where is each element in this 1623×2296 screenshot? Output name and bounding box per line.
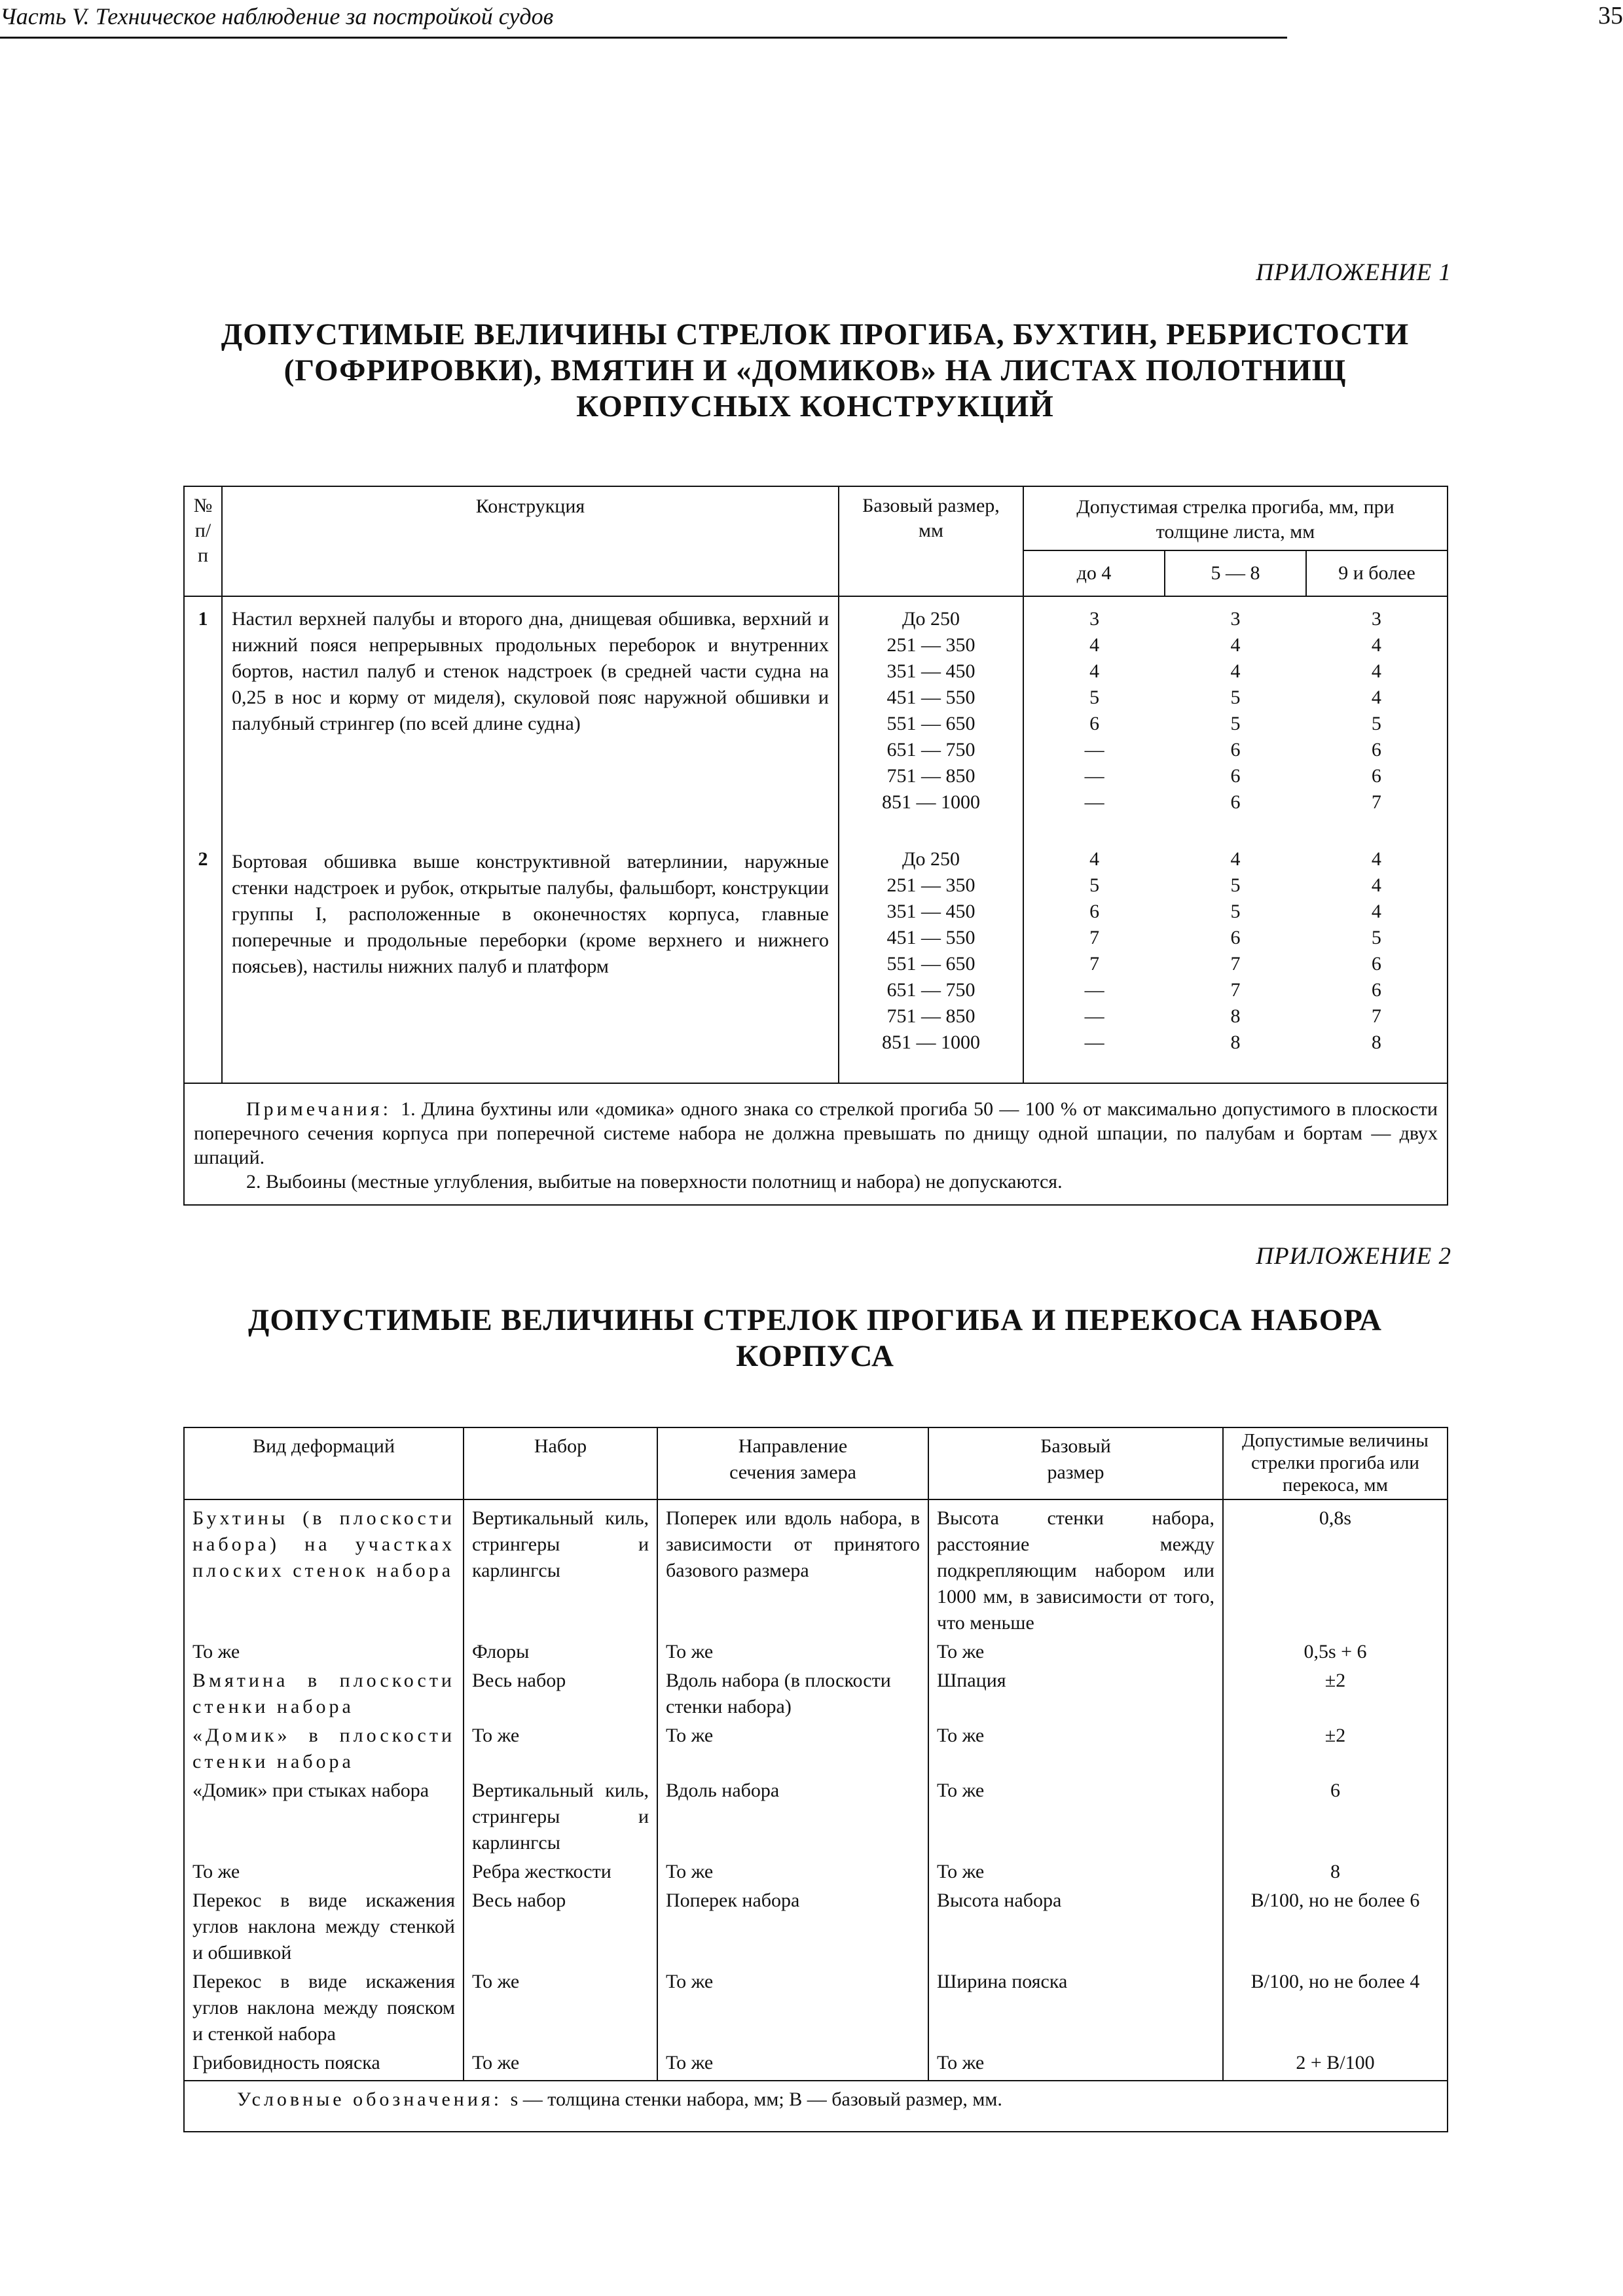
col-header-base: Базовый размер: [928, 1427, 1223, 1499]
col-header-no-text: № п/п: [193, 495, 213, 566]
deflection-value: 8: [1230, 1005, 1241, 1027]
deflection-value: 4: [1230, 660, 1241, 682]
frame-set: То же: [464, 2049, 657, 2081]
running-header: [0, 0, 1623, 39]
base-size: 851 — 1000: [882, 1031, 980, 1053]
appendix1-title-line: КОРПУСНЫХ КОНСТРУКЦИЙ: [576, 389, 1054, 423]
deflection-col-thick: [1306, 606, 1447, 816]
deflection-value: 7: [1089, 927, 1100, 948]
measure-direction: Вдоль набора: [657, 1776, 928, 1857]
deflection-value: 6: [1371, 765, 1381, 787]
deflection-value: 4: [1371, 874, 1381, 896]
legend-row: [184, 2081, 1448, 2132]
deflection-value: 8: [1230, 1031, 1241, 1053]
base-size: 551 — 650: [886, 713, 976, 734]
frame-set: То же: [464, 1967, 657, 2049]
deflection-values: [1023, 596, 1448, 846]
table-row: [184, 846, 1448, 1083]
kind-text: Бухтины (в плоскости набора) на участках плоских стенок набора: [192, 1507, 455, 1581]
deformation-kind: То же: [184, 1638, 464, 1666]
page-number: 35: [1598, 2, 1623, 29]
deflection-value: 4: [1089, 848, 1100, 870]
base-size: 251 — 350: [886, 634, 976, 656]
notes-cell: [184, 1083, 1448, 1205]
construction-text: Настил верхней палубы и второго дна, днищевая обшивка, верхний и нижний пояся непрерывных продольных переборок и внутренних бортов, настил палуб и стенок надстроек (в средней части судна на 0,25 в нос и корму от миделя), скуловой пояс наружной обшивки и палубный стрингер (по всей длине судна): [222, 596, 839, 846]
deflection-value: 4: [1230, 848, 1241, 870]
notes-row: [184, 1083, 1448, 1205]
note-1-text: 1. Длина бухтины или «домика» одного знака со стрелкой прогиба 50 — 100 % от максимально допустимого в плоскости поперечного сечения корпуса при поперечной системе набора не должна превышать по днищу одной шпации, по палубам и бортам — двух шпаций.: [194, 1098, 1438, 1168]
measure-direction: То же: [657, 1638, 928, 1666]
base-size: Шпация: [928, 1666, 1223, 1721]
table-row: [184, 1857, 1448, 1886]
table-row: [184, 1967, 1448, 2049]
base-size: То же: [928, 2049, 1223, 2081]
legend-label: Условные обозначения: [237, 2089, 494, 2110]
table-row: [184, 1666, 1448, 1721]
deflection-value: —: [1084, 739, 1104, 761]
deformation-kind: То же: [184, 1857, 464, 1886]
measure-direction: То же: [657, 1967, 928, 2049]
kind-text: Вмятина в плоскости стенки набора: [192, 1670, 455, 1717]
deflection-value: 3: [1230, 608, 1241, 630]
row-number: 1: [184, 596, 222, 846]
deflection-value: 7: [1371, 1005, 1381, 1027]
table-row: [184, 1776, 1448, 1857]
deflection-value: 6: [1230, 739, 1241, 761]
deformation-kind: Перекос в виде искажения углов наклона между пояском и стенкой набора: [184, 1967, 464, 2049]
appendix2-title-line: КОРПУСА: [736, 1339, 894, 1373]
measure-direction: То же: [657, 1857, 928, 1886]
sub-col-header: 5 — 8: [1165, 550, 1306, 596]
base-size: 651 — 750: [886, 979, 976, 1001]
base-size: Ширина пояска: [928, 1967, 1223, 2049]
deflection-value: 6: [1089, 713, 1100, 734]
allowed-value: B/100, но не более 4: [1223, 1967, 1448, 2049]
deflection-value: 3: [1371, 608, 1381, 630]
measure-direction: Поперек набора: [657, 1886, 928, 1967]
deflection-values: [1023, 846, 1448, 1083]
sub-col-header: до 4: [1023, 550, 1165, 596]
deflection-value: 5: [1089, 874, 1100, 896]
deflection-value: 6: [1371, 979, 1381, 1001]
deflection-value: 4: [1371, 687, 1381, 708]
deflection-col-thick: [1306, 846, 1447, 1056]
table-row: [184, 1499, 1448, 1638]
deflection-col-mid: [1165, 606, 1305, 816]
deflection-value: 7: [1089, 953, 1100, 975]
deflection-value: 6: [1371, 739, 1381, 761]
kind-text: «Домик» в плоскости стенки набора: [192, 1725, 455, 1772]
deflection-value: 5: [1230, 901, 1241, 922]
deflection-value: 4: [1371, 848, 1381, 870]
col-header-construction: Конструкция: [222, 486, 839, 596]
deflection-value: 5: [1230, 874, 1241, 896]
base-size: 751 — 850: [886, 765, 976, 787]
table-row: [184, 1721, 1448, 1776]
deflection-value: 5: [1371, 713, 1381, 734]
deformation-kind: Грибовидность пояска: [184, 2049, 464, 2081]
base-size: 451 — 550: [886, 687, 976, 708]
col-header-value: Допустимые величины стрелки прогиба или перекоса, мм: [1223, 1427, 1448, 1499]
measure-direction: То же: [657, 1721, 928, 1776]
base-size: То же: [928, 1776, 1223, 1857]
deflection-value: 6: [1230, 791, 1241, 813]
appendix1-title-line: ДОПУСТИМЫЕ ВЕЛИЧИНЫ СТРЕЛОК ПРОГИБА, БУХТИН, РЕБРИСТОСТИ: [221, 317, 1410, 351]
base-size-list: [839, 596, 1023, 846]
appendix2-table: [183, 1427, 1448, 2132]
col-header-allowed: Допустимая стрелка прогиба, мм, при толщине листа, мм: [1023, 486, 1448, 550]
deflection-col-thin: [1024, 846, 1165, 1056]
deflection-value: 5: [1230, 713, 1241, 734]
col-header-no: [184, 486, 222, 596]
allowed-value: ±2: [1223, 1666, 1448, 1721]
note-1: Примечания: 1. Длина бухтины или «домика» одного знака со стрелкой прогиба 50 — 100 % от максимально допустимого в плоскости поперечного сечения корпуса при поперечной системе набора не должна превышать по днищу одной шпации, по палубам и бортам — двух шпаций.: [194, 1098, 1438, 1168]
measure-direction: Поперек или вдоль набора, в зависимости от принятого базового размера: [657, 1499, 928, 1638]
base-size: До 250: [902, 848, 960, 870]
deflection-value: —: [1084, 791, 1104, 813]
base-size: 351 — 450: [886, 901, 976, 922]
deformation-kind: [184, 1666, 464, 1721]
deflection-value: 5: [1371, 927, 1381, 948]
deflection-col-mid: [1165, 846, 1305, 1056]
base-size: 451 — 550: [886, 927, 976, 948]
deflection-value: —: [1084, 1005, 1104, 1027]
frame-set: Флоры: [464, 1638, 657, 1666]
deflection-value: —: [1084, 1031, 1104, 1053]
allowed-value: 0,5s + 6: [1223, 1638, 1448, 1666]
deflection-value: 4: [1371, 660, 1381, 682]
deflection-value: 7: [1230, 979, 1241, 1001]
base-size: То же: [928, 1857, 1223, 1886]
deflection-value: 6: [1089, 901, 1100, 922]
deflection-value: 6: [1230, 927, 1241, 948]
base-size: 251 — 350: [886, 874, 976, 896]
appendix1-title-line: (ГОФРИРОВКИ), ВМЯТИН И «ДОМИКОВ» НА ЛИСТАХ ПОЛОТНИЩ: [283, 353, 1347, 387]
frame-set: Весь набор: [464, 1886, 657, 1967]
allowed-value: 2 + B/100: [1223, 2049, 1448, 2081]
base-size: 751 — 850: [886, 1005, 976, 1027]
allowed-value: 6: [1223, 1776, 1448, 1857]
appendix2-title-line: ДОПУСТИМЫЕ ВЕЛИЧИНЫ СТРЕЛОК ПРОГИБА И ПЕРЕКОСА НАБОРА: [248, 1303, 1382, 1337]
measure-direction: Вдоль набора (в плоскости стенки набора): [657, 1666, 928, 1721]
frame-set: Весь набор: [464, 1666, 657, 1721]
base-size: 351 — 450: [886, 660, 976, 682]
running-title: Часть V. Техническое наблюдение за постройкой судов: [0, 3, 554, 29]
deflection-value: 8: [1371, 1031, 1381, 1053]
frame-set: Вертикальный киль, стрингеры и карлингсы: [464, 1776, 657, 1857]
deformation-kind: Перекос в виде искажения углов наклона между стенкой и обшивкой: [184, 1886, 464, 1967]
deflection-value: 4: [1089, 660, 1100, 682]
base-size: 851 — 1000: [882, 791, 980, 813]
deflection-value: 5: [1089, 687, 1100, 708]
allowed-value: B/100, но не более 6: [1223, 1886, 1448, 1967]
base-size: Высота набора: [928, 1886, 1223, 1967]
table-row: [184, 1886, 1448, 1967]
legend-cell: Условные обозначения: s — толщина стенки набора, мм; B — базовый размер, мм.: [184, 2081, 1448, 2132]
deflection-value: 4: [1371, 901, 1381, 922]
allowed-value: ±2: [1223, 1721, 1448, 1776]
deflection-value: —: [1084, 765, 1104, 787]
frame-set: [464, 1499, 657, 1638]
base-size: Высота стенки набора, расстояние между подкрепляющим набором или 1000 мм, в зависимости от того, что меньше: [928, 1499, 1223, 1638]
row-number: 2: [184, 846, 222, 1083]
allowed-value: 8: [1223, 1857, 1448, 1886]
appendix1-table: [183, 486, 1448, 1206]
deformation-kind: «Домик» при стыках набора: [184, 1776, 464, 1857]
construction-text: Бортовая обшивка выше конструктивной ватерлинии, наружные стенки надстроек и рубок, открытые палубы, фальшборт, конструкции группы I, расположенные в оконечностях корпуса, главные поперечные и продольные переборки (кроме верхнего и нижнего поясьев), настилы нижних палуб и платформ: [222, 846, 839, 1083]
deflection-col-thin: [1024, 606, 1165, 816]
frame-set: То же: [464, 1721, 657, 1776]
deflection-value: 4: [1371, 634, 1381, 656]
col-header-set: Набор: [464, 1427, 657, 1499]
deflection-value: 6: [1230, 765, 1241, 787]
allowed-value: 0,8s: [1223, 1499, 1448, 1638]
col-header-kind: Вид деформаций: [184, 1427, 464, 1499]
notes-label: Примечания: [246, 1098, 383, 1120]
appendix1-label: ПРИЛОЖЕНИЕ 1: [1256, 259, 1451, 286]
appendix2-title: [172, 1302, 1459, 1374]
deflection-value: —: [1084, 979, 1104, 1001]
deformation-kind: [184, 1499, 464, 1638]
legend-text: s — толщина стенки набора, мм; B — базовый размер, мм.: [510, 2089, 1002, 2110]
table-row: [184, 1638, 1448, 1666]
deflection-value: 7: [1230, 953, 1241, 975]
table-row: [184, 596, 1448, 846]
base-size: 551 — 650: [886, 953, 976, 975]
col-header-base: Базовый размер, мм: [839, 486, 1023, 596]
deflection-value: 5: [1230, 687, 1241, 708]
deflection-columns: [1024, 606, 1447, 816]
set-text: Вертикальный киль, стрингеры и карлингсы: [472, 1507, 649, 1581]
sub-col-header: 9 и более: [1306, 550, 1448, 596]
appendix2-label: ПРИЛОЖЕНИЕ 2: [1256, 1243, 1451, 1270]
base-size: До 250: [902, 608, 960, 630]
base-size: 651 — 750: [886, 739, 976, 761]
deformation-kind: [184, 1721, 464, 1776]
deflection-value: 4: [1230, 634, 1241, 656]
deflection-value: 6: [1371, 953, 1381, 975]
frame-set: Ребра жесткости: [464, 1857, 657, 1886]
base-size-list: [839, 846, 1023, 1083]
note-2: 2. Выбоины (местные углубления, выбитые на поверхности полотнищ и набора) не допускаются.: [246, 1171, 1063, 1193]
base-size: То же: [928, 1721, 1223, 1776]
table-row: [184, 2049, 1448, 2081]
deflection-value: 7: [1371, 791, 1381, 813]
deflection-value: 3: [1089, 608, 1100, 630]
deflection-value: 4: [1089, 634, 1100, 656]
measure-direction: То же: [657, 2049, 928, 2081]
appendix1-title: [172, 317, 1459, 425]
deflection-columns: [1024, 846, 1447, 1056]
base-size: То же: [928, 1638, 1223, 1666]
col-header-direction: Направление сечения замера: [657, 1427, 928, 1499]
